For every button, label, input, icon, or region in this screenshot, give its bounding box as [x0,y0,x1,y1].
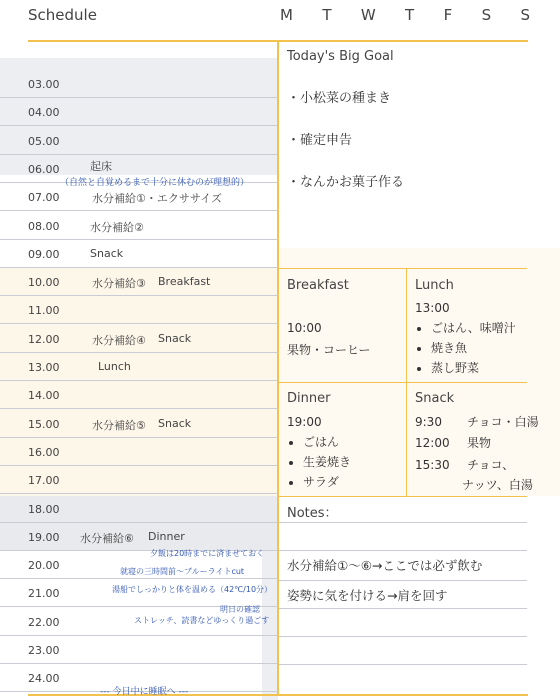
time-label: 10.00 [28,276,60,290]
note-dinner: 夕飯は20時までに済ませておく [150,549,265,558]
activity-text: Lunch [98,360,131,373]
notes-title: Notes： [287,506,338,521]
activity-text: 水分補給② [90,220,144,234]
schedule-row[interactable] [0,296,278,324]
schedule-row[interactable] [0,410,278,438]
dinner-title: Dinner [287,391,331,406]
note-tomorrow: 明日の確認 [220,605,260,614]
activity-text: 水分補給⑤ [92,418,146,432]
breakfast-time: 10:00 [287,321,322,335]
time-label: 21.00 [28,587,60,601]
activity-extra: Snack [158,416,192,430]
day-tue[interactable]: T [322,6,332,24]
snack-text: チョコ、 [467,458,515,472]
note-before-bed: 就寝の三時間前〜ブルーライトcut [120,567,245,576]
notes-line: 姿勢に気を付ける→肩を回す [287,588,448,603]
notes-rule [279,580,527,581]
schedule-row[interactable] [0,438,278,466]
snack-time: 15:30 [415,458,450,472]
meal-grid-mid [279,382,527,383]
schedule-row[interactable] [0,240,278,268]
notes-rule [279,550,527,551]
day-wed[interactable]: W [360,6,376,24]
notes-line: 水分補給①〜⑥→ここでは必ず飲む [287,558,483,573]
schedule-row[interactable] [0,381,278,409]
breakfast-title: Breakfast [287,278,349,293]
note-sleep: --- 今日中に睡眠へ --- [100,687,189,697]
dinner-item: • 生姜焼き [303,452,351,472]
snack-text: 果物 [467,436,492,450]
time-label: 24.00 [28,672,60,686]
dinner-item: • サラダ [303,472,351,492]
day-mon[interactable]: M [280,6,293,24]
activity-text: 水分補給④ [92,333,146,347]
schedule-row[interactable] [0,495,278,523]
time-label: 18.00 [28,502,60,516]
activity-extra: Breakfast [158,275,211,289]
time-label: 09.00 [28,247,60,261]
goal-item: ・確定申告 [287,133,353,148]
breakfast-item: 果物・コーヒー [287,343,371,357]
time-label: 17.00 [28,474,60,488]
time-label: 03.00 [28,78,60,91]
lunch-title: Lunch [415,278,454,293]
notes-rule [279,522,527,523]
snack-title: Snack [415,391,455,406]
activity-extra: Dinner [148,529,185,543]
snack-time: 9:30 [415,415,442,429]
activity-text: Snack [90,246,124,260]
day-sat[interactable]: S [481,6,492,24]
activity-text: 起床 [90,159,112,173]
dinner-time: 19:00 [287,415,322,429]
notes-rule [279,664,527,665]
time-label: 19.00 [28,530,60,544]
time-label: 15.00 [28,417,60,431]
note-bath: 湯船でしっかりと体を温める（42℃/10分） [112,585,273,594]
time-label: 22.00 [28,615,60,629]
time-label: 08.00 [28,219,60,233]
time-label: 14.00 [28,389,60,403]
meal-grid-top [279,268,527,269]
notes-rule [279,608,527,609]
time-label: 20.00 [28,559,60,573]
time-label: 13.00 [28,361,60,374]
time-label: 05.00 [28,134,60,148]
time-label: 11.00 [28,304,60,318]
goal-title: Today's Big Goal [287,49,394,64]
snack-text: ナッツ、白湯 [462,478,533,492]
schedule-row[interactable] [0,127,278,155]
meal-grid-vertical [406,268,407,496]
time-label: 07.00 [28,191,60,205]
activity-text: 水分補給⑥ [80,531,134,545]
snack-time: 12:00 [415,436,450,450]
time-label: 06.00 [28,162,60,176]
activity-text: 水分補給①・エクササイズ [92,192,222,206]
dinner-item: • ごはん [303,432,351,452]
activity-text: 水分補給③ [92,277,146,291]
schedule-row[interactable] [0,523,278,551]
lunch-items [415,318,516,378]
schedule-row[interactable] [0,70,278,98]
goal-item: ・小松菜の種まき [287,91,392,106]
schedule-row[interactable] [0,212,278,240]
weekday-row [280,6,530,24]
lunch-item: • ごはん、味噌汁 [431,318,516,338]
day-sun[interactable]: S [520,6,530,24]
schedule-row[interactable] [0,353,278,381]
time-label: 04.00 [28,106,60,120]
lunch-time: 13:00 [415,301,450,315]
schedule-row[interactable] [0,466,278,494]
time-label: 16.00 [28,445,60,459]
schedule-row[interactable] [0,268,278,296]
time-label: 23.00 [28,644,60,657]
day-thu[interactable]: T [405,6,415,24]
note-wake: （自然と自覚めるまで十分に休むのが理想的） [60,178,250,188]
schedule-title: Schedule [28,6,97,24]
note-stretch: ストレッチ、読書などゆっくり過ごす [134,616,270,625]
lunch-item: • 焼き魚 [431,338,516,358]
goal-item: ・なんかお菓子作る [287,175,405,190]
schedule-row[interactable] [0,325,278,353]
dinner-items [287,432,351,492]
schedule-row[interactable] [0,636,278,664]
lunch-item: • 蒸し野菜 [431,358,516,378]
day-fri[interactable]: F [443,6,453,24]
schedule-row[interactable] [0,98,278,126]
snack-text: チョコ・白湯 [467,415,539,429]
activity-extra: Snack [158,331,192,345]
time-label: 12.00 [28,332,60,346]
meal-grid-bottom [279,496,527,497]
notes-rule [279,636,527,637]
